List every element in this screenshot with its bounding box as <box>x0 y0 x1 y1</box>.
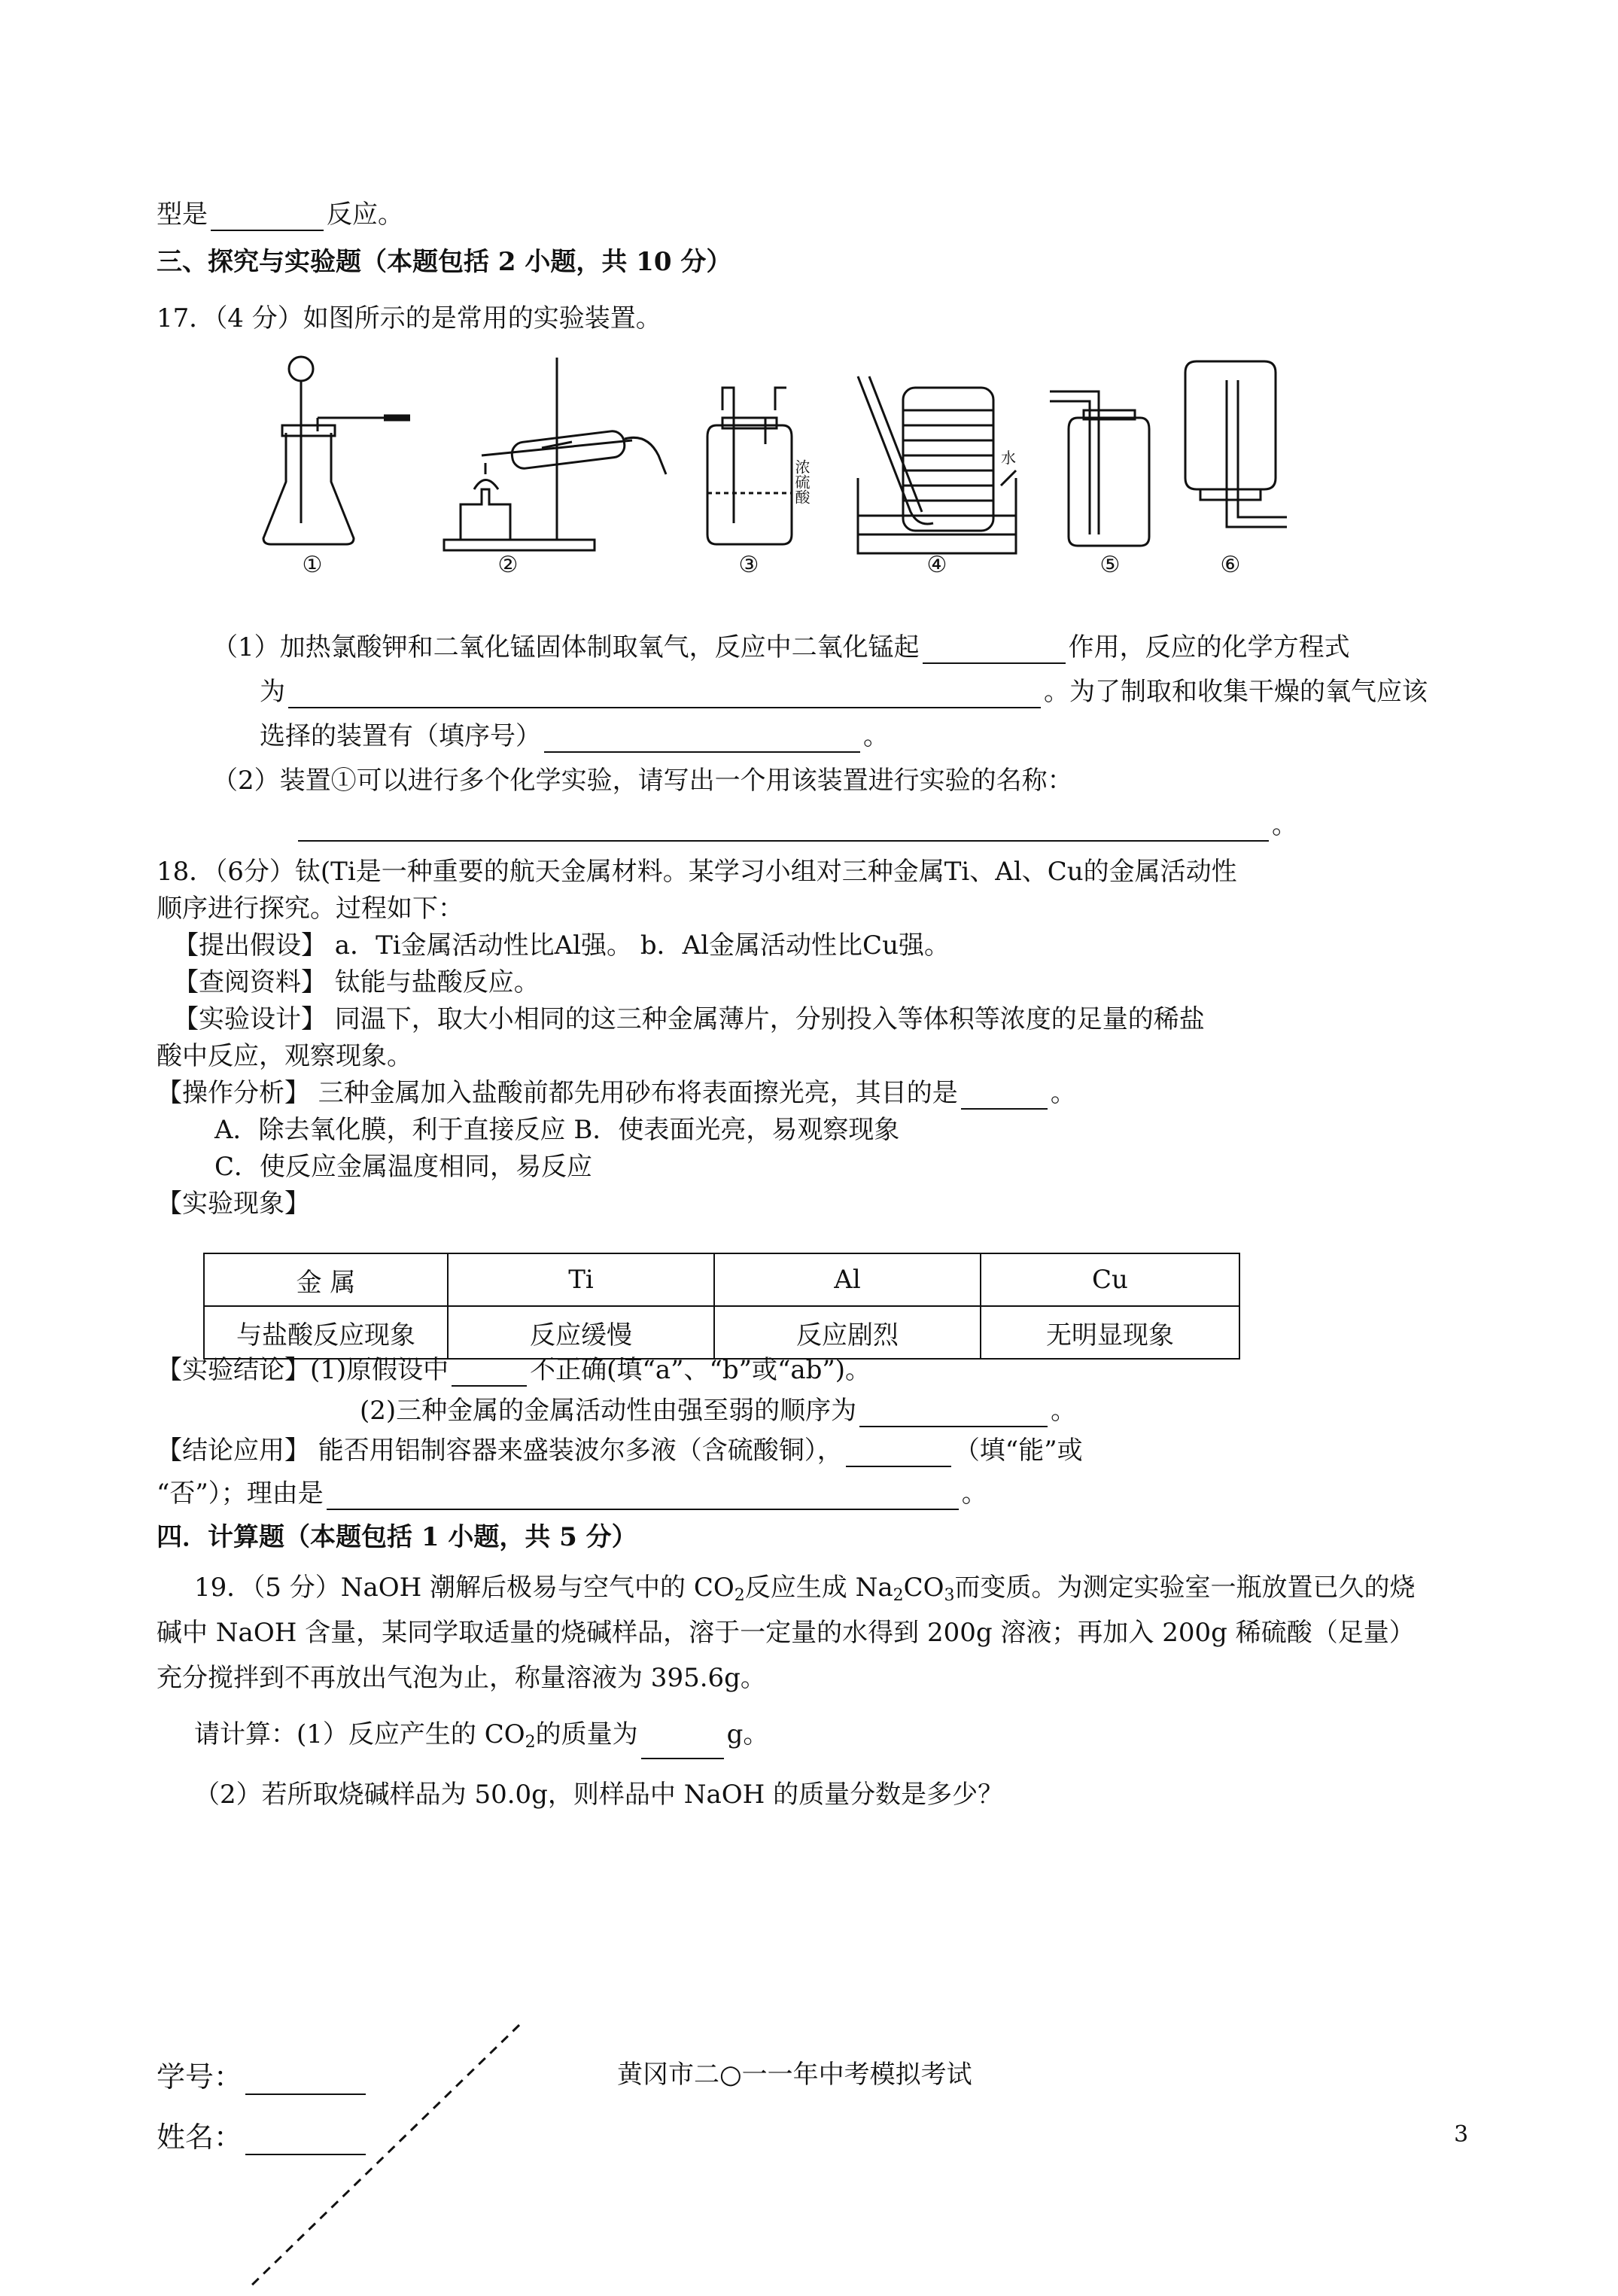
q19-question-1: 请计算：(1）反应产生的 $CO_2$的质量为 g。 <box>194 1718 768 1759</box>
answer-blank[interactable] <box>923 638 1066 664</box>
label-5: ⑤ <box>1099 552 1121 578</box>
answer-blank[interactable] <box>452 1361 527 1387</box>
page-number: 3 <box>1454 2121 1469 2148</box>
answer-blank[interactable] <box>859 1402 1048 1427</box>
q18-reference: 【查阅资料】 钛能与盐酸反应。 <box>173 967 540 997</box>
label-1: ① <box>302 552 323 578</box>
table-row <box>204 1306 1239 1359</box>
q17-p1-line1: （1）加热氯酸钾和二氧化锰固体制取氧气，反应中二氧化锰起 作用，反应的化学方程式 <box>212 632 1350 662</box>
table-row <box>204 1253 1239 1306</box>
apparatus-2-heating <box>444 358 666 550</box>
apparatus-1-flask <box>263 357 410 544</box>
q17-title: 17．（4 分）如图所示的是常用的实验装置。 <box>157 303 661 333</box>
apparatus-3-wash-bottle <box>707 388 792 544</box>
label-6: ⑥ <box>1220 552 1241 578</box>
q18-option-c: C．使反应金属温度相同，易反应 <box>214 1152 593 1182</box>
answer-blank[interactable] <box>846 1442 951 1467</box>
table-cell: 金 属 <box>204 1253 448 1306</box>
exam-title: 黄冈市二○一一年中考模拟考试 <box>617 2060 972 2090</box>
apparatus-5-gas-jar <box>1050 391 1149 546</box>
answer-blank[interactable] <box>211 206 324 231</box>
q17-p1-line3: 选择的装置有（填序号） 。 <box>260 721 889 751</box>
label-3: ③ <box>738 552 759 578</box>
table-cell: 与盐酸反应现象 <box>204 1306 448 1359</box>
label-water: 水 <box>1001 449 1016 467</box>
cut-line <box>241 2017 534 2296</box>
label-conc-acid: 浓硫酸 <box>792 459 811 504</box>
q17-p2-line2: 。 <box>295 808 1297 842</box>
q19-line-1: 19．（5 分）NaOH 潮解后极易与空气中的 $CO_2$反应生成 $Na_2CO_3$而变质。为测定实验室一瓶放置已久的烧 <box>194 1573 1416 1605</box>
q18-phenomenon: 【实验现象】 <box>157 1189 310 1219</box>
section4-title: 四．计算题（本题包括 1 小题，共 5 分） <box>157 1522 637 1552</box>
q17-p2-line1: （2）装置①可以进行多个化学实验，请写出一个用该装置进行实验的名称： <box>212 766 1073 796</box>
observation-table <box>203 1253 1240 1360</box>
answer-blank[interactable] <box>961 1084 1048 1110</box>
q16-tail: 型是 反应。 <box>157 199 403 230</box>
answer-blank[interactable] <box>298 816 1269 842</box>
table-cell: 反应缓慢 <box>448 1306 714 1359</box>
q18-intro-1: 18．（6分）钛(Ti是一种重要的航天金属材料。某学习小组对三种金属Ti、Al、Cu的金属活动性 <box>157 857 1237 887</box>
label-4: ④ <box>926 552 947 578</box>
q18-options-ab: A．除去氧化膜，利于直接反应 B．使表面光亮，易观察现象 <box>214 1115 900 1145</box>
q18-hypothesis: 【提出假设】 a．Ti金属活动性比Al强。 b．Al金属活动性比Cu强。 <box>173 930 950 961</box>
q17-p1-line2: 为 。为了制取和收集干燥的氧气应该 <box>260 677 1428 707</box>
q18-design-2: 酸中反应，观察现象。 <box>157 1041 412 1071</box>
q18-operation: 【操作分析】 三种金属加入盐酸前都先用砂布将表面擦光亮，其目的是 。 <box>157 1078 1076 1108</box>
q19-line-2: 碱中 NaOH 含量，某同学取适量的烧碱样品，溶于一定量的水得到 200g 溶液；再加入 200g 稀硫酸（足量） <box>157 1618 1415 1648</box>
q18-intro-2: 顺序进行探究。过程如下： <box>157 894 464 924</box>
q18-application-2: “否”）；理由是 。 <box>157 1478 987 1509</box>
q18-conclusion-1: 【实验结论】(1)原假设中 不正确(填“a”、“b”或“ab”)。 <box>157 1355 871 1385</box>
q18-conclusion-2: (2)三种金属的金属活动性由强至弱的顺序为 。 <box>360 1396 1077 1426</box>
answer-blank[interactable] <box>288 683 1041 708</box>
name-field: 姓名： <box>157 2114 369 2155</box>
table-cell: 反应剧烈 <box>714 1306 981 1359</box>
answer-blank[interactable] <box>641 1734 724 1759</box>
section3-title: 三、探究与实验题（本题包括 2 小题，共 10 分） <box>157 247 732 277</box>
table-cell: 无明显现象 <box>981 1306 1239 1359</box>
table-cell: Ti <box>448 1253 714 1306</box>
apparatus-6-inverted-jar <box>1185 361 1287 527</box>
answer-blank[interactable] <box>327 1484 959 1510</box>
q18-application-1: 【结论应用】 能否用铝制容器来盛装波尔多液（含硫酸铜）， （填“能”或 <box>157 1436 1083 1466</box>
table-cell: Al <box>714 1253 981 1306</box>
apparatus-figure <box>256 343 1287 580</box>
label-2: ② <box>497 552 519 578</box>
q19-question-2: （2）若所取烧碱样品为 50.0g，则样品中 NaOH 的质量分数是多少？ <box>194 1780 1004 1810</box>
q19-line-3: 充分搅拌到不再放出气泡为止，称量溶液为 395.6g。 <box>157 1663 766 1693</box>
q18-design-1: 【实验设计】 同温下，取大小相同的这三种金属薄片，分别投入等体积等浓度的足量的稀盐 <box>173 1004 1205 1034</box>
table-cell: Cu <box>981 1253 1239 1306</box>
student-number-field: 学号： <box>157 2054 369 2095</box>
answer-blank[interactable] <box>544 727 860 753</box>
apparatus-4-water-trough <box>858 376 1016 553</box>
